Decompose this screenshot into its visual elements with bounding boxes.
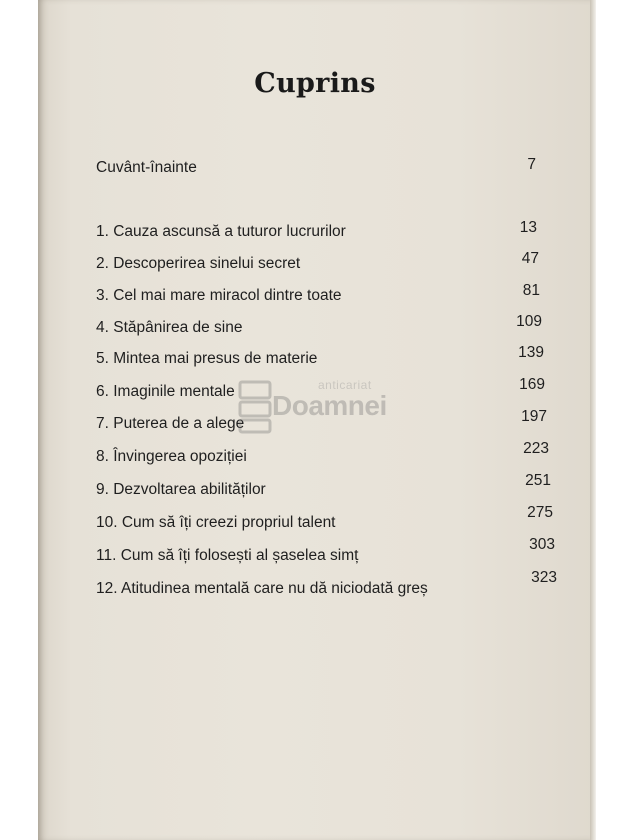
chapter-11-label: 11. Cum să îți folosești al șaselea simț [96, 547, 359, 564]
watermark-big-text: Doamnei [272, 390, 387, 421]
chapter-7-label: 7. Puterea de a alege [96, 415, 245, 432]
chapter-11-page: 303 [529, 536, 555, 553]
chapter-1-label: 1. Cauza ascunsă a tuturor lucrurilor [96, 223, 346, 240]
chapter-9-label: 9. Dezvoltarea abilităților [96, 481, 266, 498]
chapter-8-page: 223 [523, 440, 549, 457]
chapter-4-page: 109 [516, 313, 542, 330]
chapter-6-page: 169 [519, 376, 545, 393]
chapter-12-page: 323 [531, 569, 557, 586]
watermark-small-text: anticariat [318, 378, 372, 392]
chapter-3-label: 3. Cel mai mare miracol dintre toate [96, 287, 342, 304]
chapter-10-page: 275 [527, 504, 553, 521]
page-edge [590, 0, 596, 840]
chapter-8-label: 8. Învingerea opoziției [96, 448, 247, 465]
chapter-5-label: 5. Mintea mai presus de materie [96, 350, 318, 367]
chapter-12-label: 12. Atitudinea mentală care nu dă niciodată greș [96, 580, 428, 597]
chapter-2-page: 47 [521, 250, 539, 267]
foreword-label: Cuvânt-înainte [96, 159, 197, 176]
chapter-9-page: 251 [525, 472, 551, 489]
toc-title: Cuprins [254, 68, 376, 99]
chapter-1-page: 13 [519, 219, 537, 236]
chapter-6-label: 6. Imaginile mentale [96, 383, 235, 400]
chapter-10-label: 10. Cum să îți creezi propriul talent [96, 514, 336, 531]
chapter-5-page: 139 [518, 344, 544, 361]
chapter-7-page: 197 [521, 408, 547, 425]
chapter-4-label: 4. Stăpânirea de sine [96, 319, 243, 336]
foreword-page: 7 [527, 156, 536, 173]
chapter-2-label: 2. Descoperirea sinelui secret [96, 255, 301, 272]
chapter-3-page: 81 [522, 282, 540, 299]
